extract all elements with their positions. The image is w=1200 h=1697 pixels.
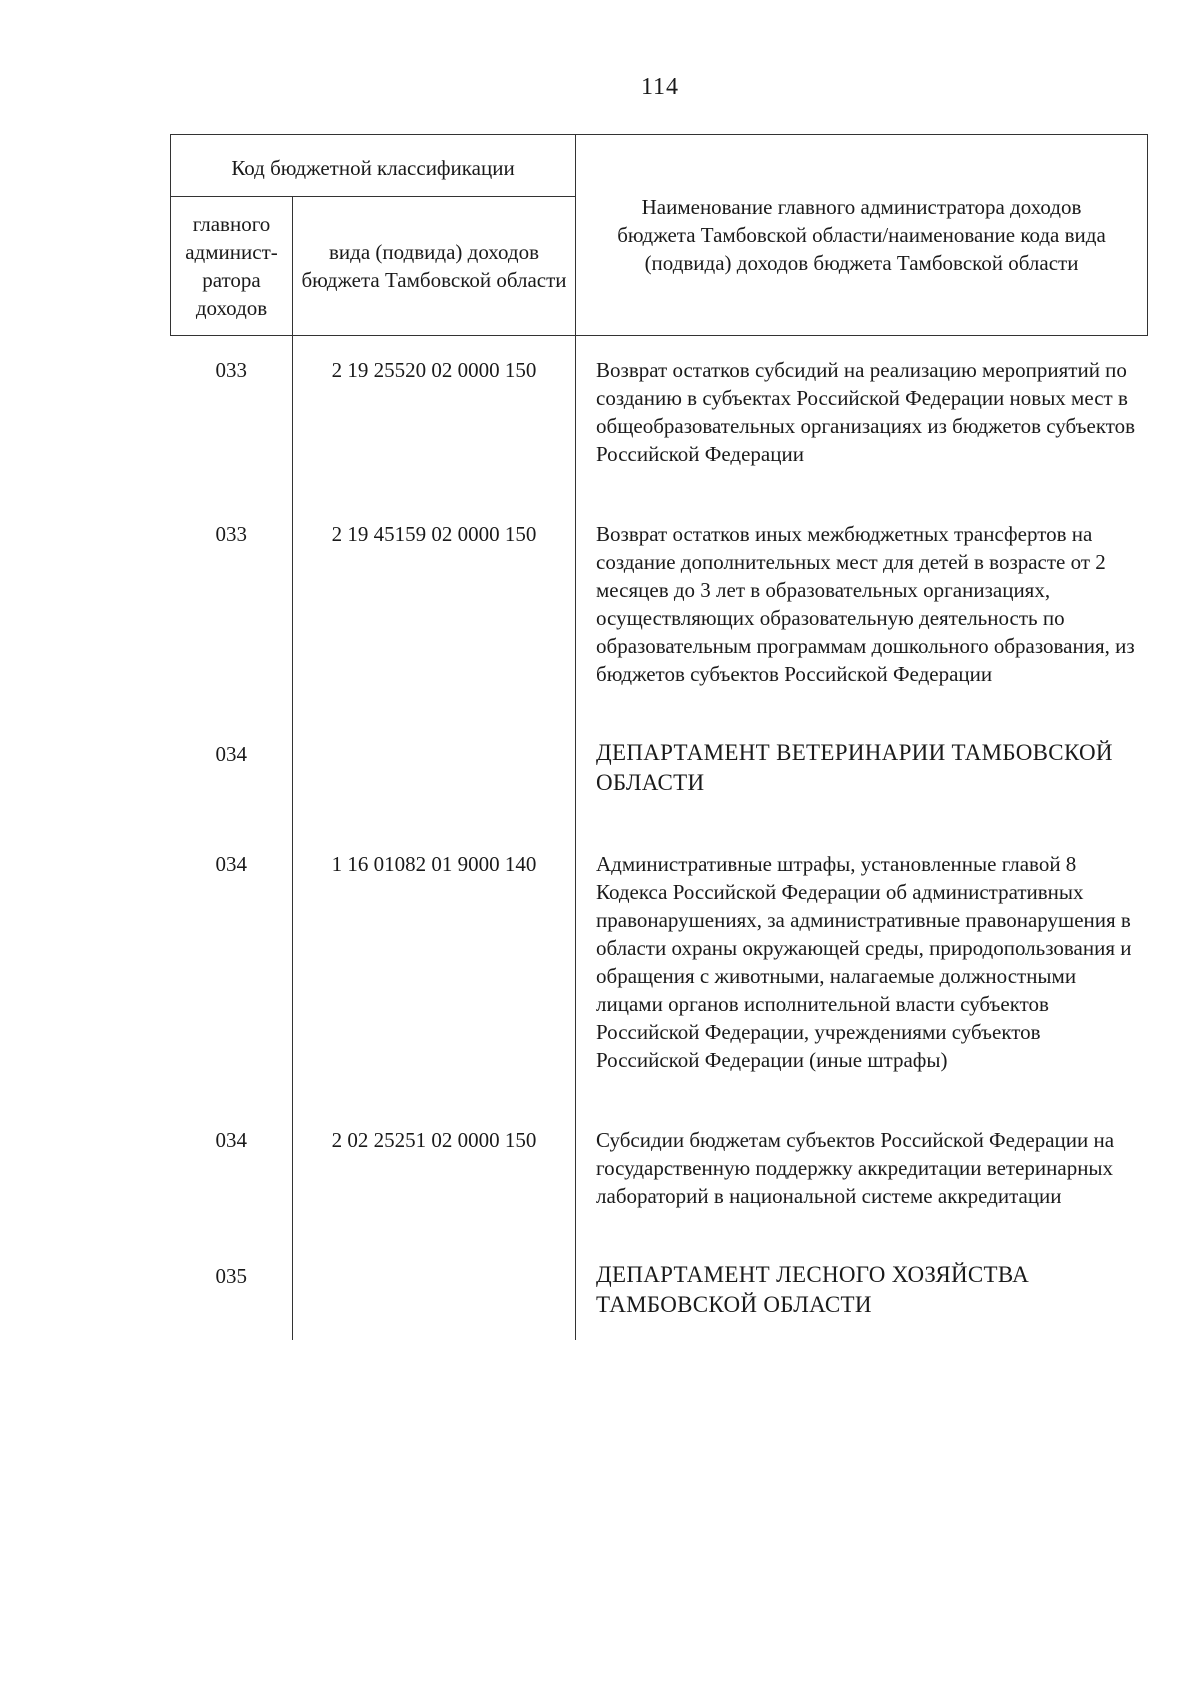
table-row	[171, 1106, 1148, 1242]
description-cell: Субсидии бюджетам субъектов Российской Федерации на государственную поддержку аккредитации ветеринарных лабораторий в национальной системе аккредитации	[576, 1106, 1148, 1242]
income-code-cell	[293, 720, 576, 830]
admin-code-cell: 033	[171, 500, 293, 720]
table-row	[171, 336, 1148, 501]
name-column-header: Наименование главного администратора доходов бюджета Тамбовской области/наименование кода вида (подвида) доходов бюджета Тамбовской области	[576, 135, 1148, 336]
admin-code-cell: 034	[171, 720, 293, 830]
admin-code-cell: 034	[171, 1106, 293, 1242]
budget-classification-table	[170, 134, 1148, 1340]
income-code-cell: 2 02 25251 02 0000 150	[293, 1106, 576, 1242]
income-code-cell	[293, 1242, 576, 1340]
admin-code-cell: 034	[171, 830, 293, 1106]
table-row	[171, 500, 1148, 720]
admin-column-header: главного админист-ратора доходов	[171, 197, 293, 336]
table-header	[171, 135, 1148, 336]
admin-code-cell: 035	[171, 1242, 293, 1340]
page-number: 114	[640, 74, 680, 100]
income-code-cell: 2 19 25520 02 0000 150	[293, 336, 576, 501]
description-cell: Административные штрафы, установленные главой 8 Кодекса Российской Федерации об административных правонарушениях, за административные правонарушения в области охраны окружающей среды, природопользования и обращения с животными, налагаемые должностными лицами органов исполнительной власти субъектов Российской Федерации, учреждениями субъектов Российской Федерации (иные штрафы)	[576, 830, 1148, 1106]
table-row	[171, 830, 1148, 1106]
income-code-cell: 2 19 45159 02 0000 150	[293, 500, 576, 720]
admin-code-cell: 033	[171, 336, 293, 501]
kind-column-header: вида (подвида) доходов бюджета Тамбовской области	[293, 197, 576, 336]
classification-header: Код бюджетной классификации	[171, 135, 576, 197]
income-code-cell: 1 16 01082 01 9000 140	[293, 830, 576, 1106]
department-row	[171, 1242, 1148, 1340]
department-row	[171, 720, 1148, 830]
description-cell: Возврат остатков субсидий на реализацию мероприятий по созданию в субъектах Российской Федерации новых мест в общеобразовательных организациях из бюджетов субъектов Российской Федерации	[576, 336, 1148, 501]
description-cell: Возврат остатков иных межбюджетных трансфертов на создание дополнительных мест для детей в возрасте от 2 месяцев до 3 лет в образовательных организациях, осуществляющих образовательную деятельность по образовательным программам дошкольного образования, из бюджетов субъектов Российской Федерации	[576, 500, 1148, 720]
table-body	[171, 336, 1148, 1341]
department-name-cell: ДЕПАРТАМЕНТ ВЕТЕРИНАРИИ ТАМБОВСКОЙ ОБЛАСТИ	[576, 720, 1148, 830]
department-name-cell: ДЕПАРТАМЕНТ ЛЕСНОГО ХОЗЯЙСТВА ТАМБОВСКОЙ ОБЛАСТИ	[576, 1242, 1148, 1340]
